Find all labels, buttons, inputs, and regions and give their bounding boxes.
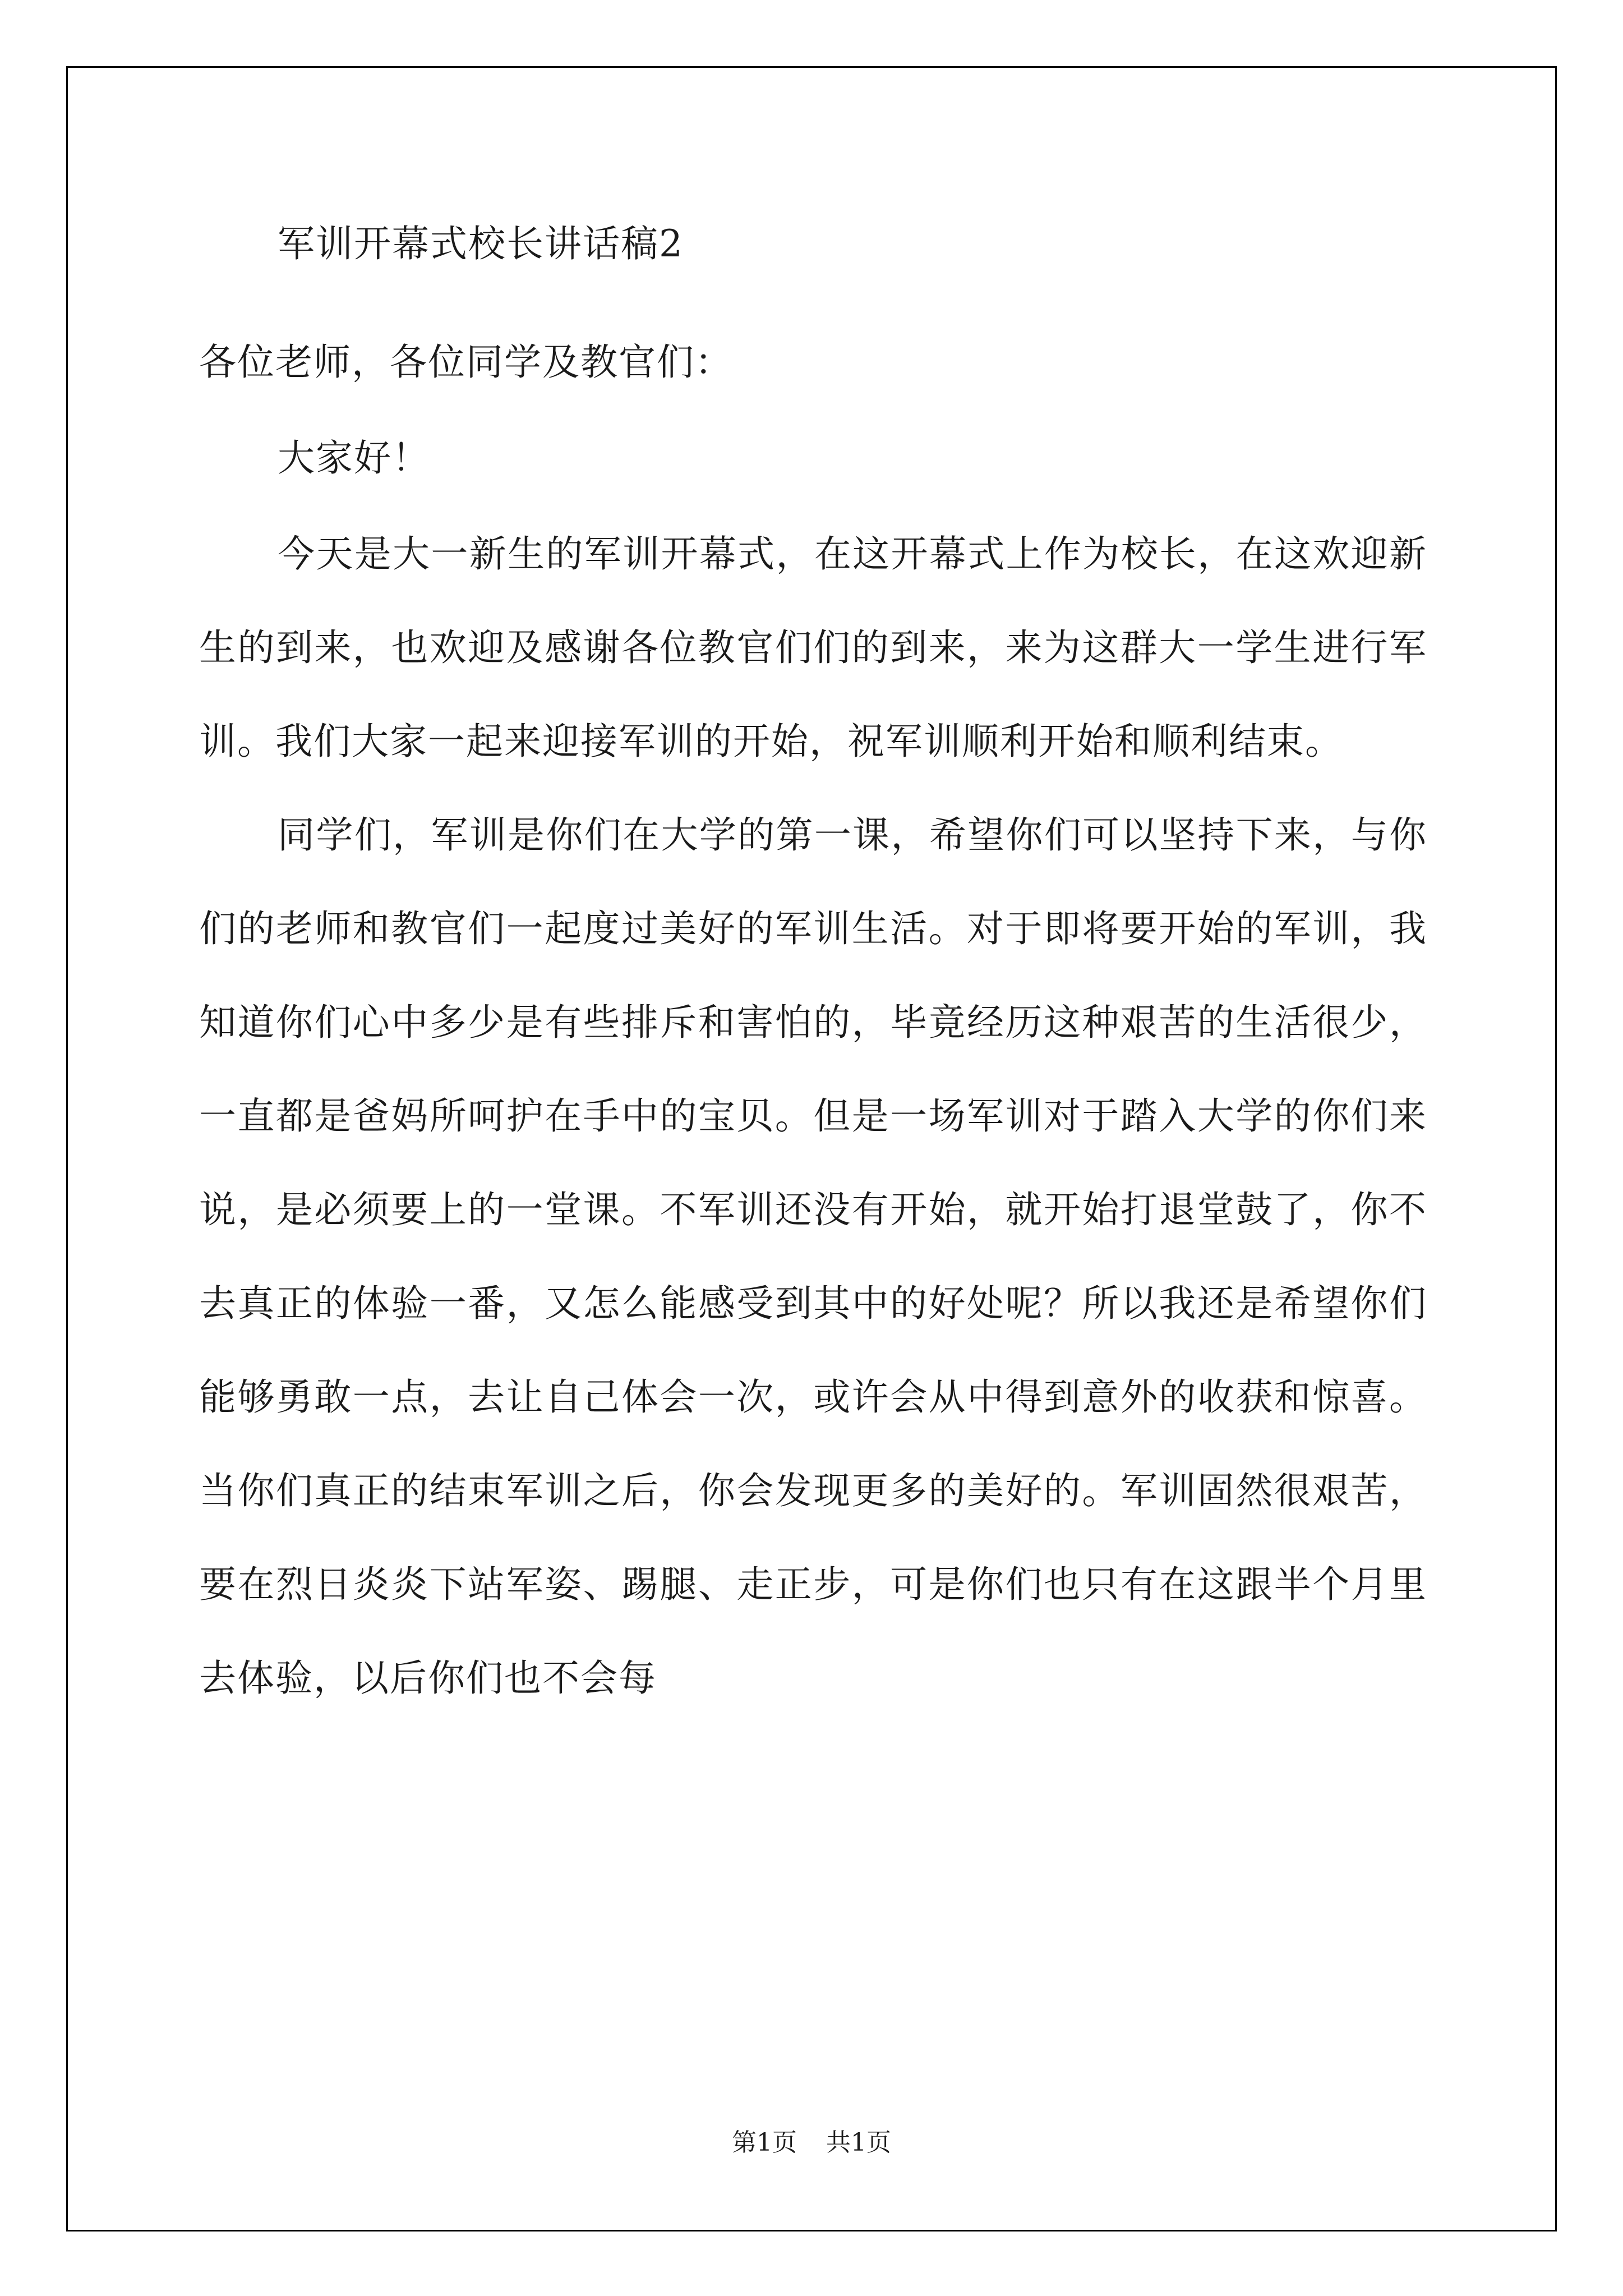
salutation: 各位老师，各位同学及教官们： (199, 341, 733, 384)
greeting: 大家好！ (278, 436, 430, 480)
document-body (199, 213, 1427, 1725)
paragraph-2: 同学们，军训是你们在大学的第一课，希望你们可以坚持下来，与你们的老师和教官们一起度过美好的军训生活。对于即将要开始的军训，我知道你们心中多少是有些排斥和害怕的，毕竟经历这种艰苦的生活很少，一直都是爸妈所呵护在手中的宝贝。但是一场军训对于踏入大学的你们来说，是必须要上的一堂课。不军训还没有开始，就开始打退堂鼓了，你不去真正的体验一番，又怎么能感受到其中的好处呢？所以我还是希望你们能够勇敢一点，去让自己体会一次，或许会从中得到意外的收获和惊喜。当你们真正的结束军训之后，你会发现更多的美好的。军训固然很艰苦，要在烈日炎炎下站军姿、踢腿、走正步，可是你们也只有在这跟半个月里去体验，以后你们也不会每 (199, 813, 1427, 1700)
page-total: 共1页 (826, 2128, 891, 2157)
document-title: 军训开幕式校长讲话稿2 (278, 222, 684, 265)
paragraph-1: 今天是大一新生的军训开幕式，在这开幕式上作为校长，在这欢迎新生的到来，也欢迎及感谢各位教官们们的到来，来为这群大一学生进行军训。我们大家一起来迎接军训的开始，祝军训顺利开始和顺利结束。 (199, 532, 1427, 763)
page-number: 第1页 (732, 2128, 797, 2157)
page-footer (0, 2126, 1623, 2160)
